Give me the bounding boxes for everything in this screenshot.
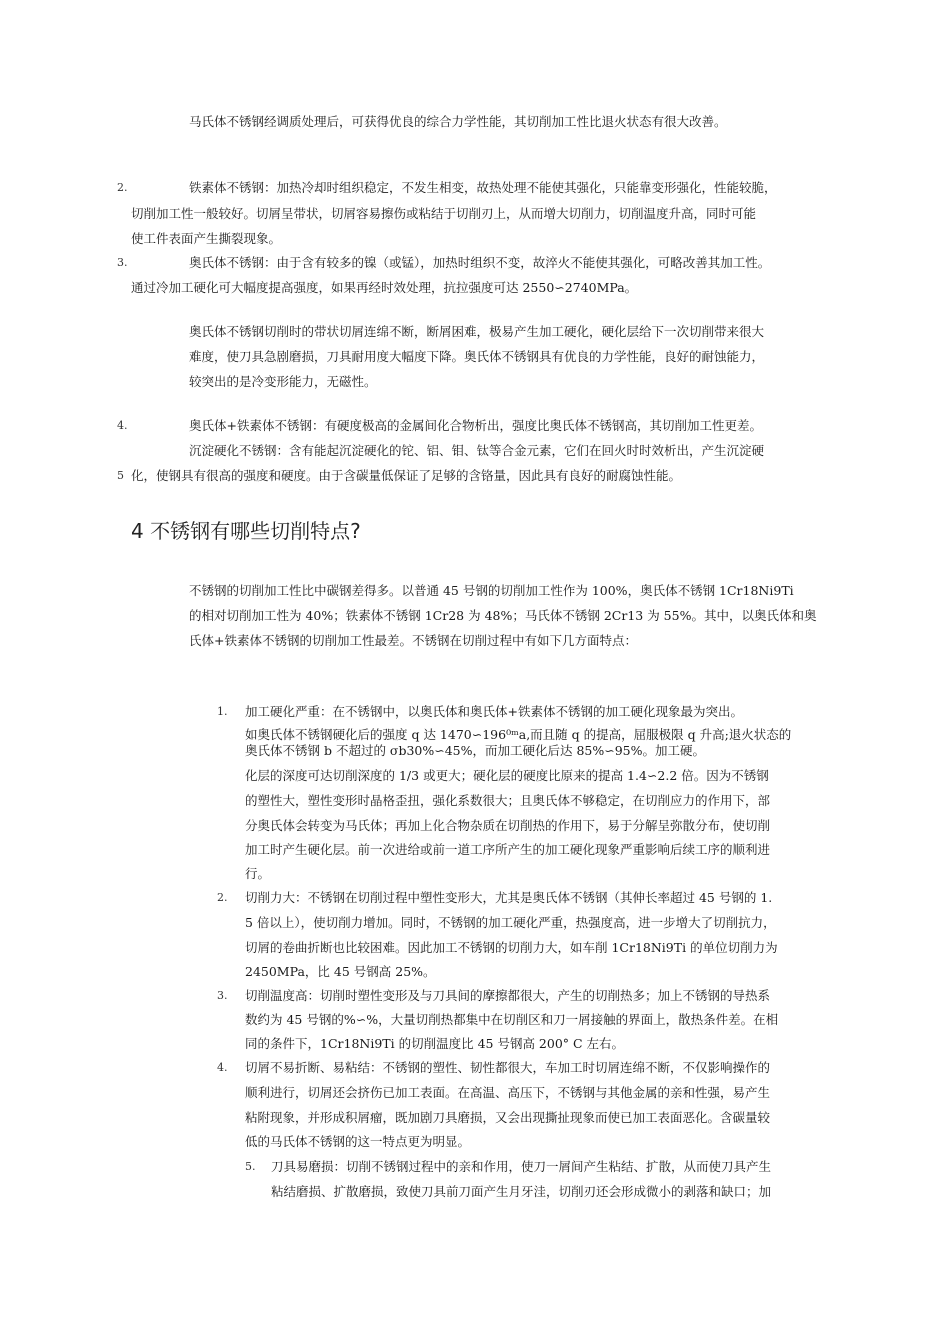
feature-2-line-2: 5 倍以上），使切削力增加。同时，不锈钢的加工硬化严重，热强度高，进一步增大了切削抗力， xyxy=(245,915,776,930)
item-2-line-3: 使工件表面产生撕裂现象。 xyxy=(131,231,282,246)
feature-1-line: 加工硬化严重：在不锈钢中，以奥氏体和奥氏体+铁素体不锈钢的加工硬化现象最为突出。 xyxy=(245,704,743,719)
item-4-line: 奥氏体+铁素体不锈钢：有硬度极高的金属间化合物析出，强度比奥氏体不锈钢高，其切削加工性更差。 xyxy=(189,418,762,433)
feature-1-cont-line-5: 行。 xyxy=(245,866,271,881)
feature-4-line-3: 粘附现象，并形成积屑瘤，既加剧刀具磨损，又会出现撕扯现象而使已加工表面恶化。含碳量较 xyxy=(245,1110,771,1125)
feature-2-line-1: 切削力大：不锈钢在切削过程中塑性变形大，尤其是奥氏体不锈钢（其伸长率超过 45 号钢的 1. xyxy=(245,890,773,905)
feature-1-sub-line-2: 奥氏体不锈钢 b 不超过的 σb30%∽45%，而加工硬化后达 85%∽95%。加工硬。 xyxy=(245,743,706,758)
feature-2-number: 2. xyxy=(217,891,228,904)
feature-3-number: 3. xyxy=(217,989,228,1002)
feature-3-line-3: 同的条件下，1Cr18Ni9Ti 的切削温度比 45 号钢高 200° C 左右。 xyxy=(245,1036,625,1051)
section-4-heading: 4 不锈钢有哪些切削特点? xyxy=(131,519,361,543)
item-5-line-1: 沉淀硬化不锈钢：含有能起沉淀硬化的铊、铝、钼、钛等合金元素，它们在回火时时效析出，产生沉淀硬 xyxy=(189,443,765,458)
feature-5-line-1: 刀具易磨损：切削不锈钢过程中的亲和作用，使刀一屑间产生粘结、扩散，从而使刀具产生 xyxy=(271,1159,772,1174)
feature-4-number: 4. xyxy=(217,1061,228,1074)
item-5-number: 5 xyxy=(117,469,124,482)
item-2-line-1: 铁素体不锈钢：加热冷却时组织稳定，不发生相变，故热处理不能使其强化，只能靠变形强化，性能较脆， xyxy=(189,180,777,195)
feature-1-sub-line-1: 如奥氏体不锈钢硬化后的强度 q 达 1470∽196⁰ᵐa,而且随 q 的提高，屈服极限 q 升高;退火状态的 xyxy=(245,727,792,742)
section-4-intro-line-2: 的相对切削加工性为 40%；铁素体不锈钢 1Cr28 为 48%；马氏体不锈钢 2Cr13 为 55%。其中，以奥氏体和奥 xyxy=(189,608,817,623)
feature-3-line-1: 切削温度高：切削时塑性变形及与刀具间的摩擦都很大，产生的切削热多；加上不锈钢的导热系 xyxy=(245,988,771,1003)
item-2-number: 2. xyxy=(117,181,128,194)
item-3-line-2: 通过冷加工硬化可大幅度提高强度，如果再经时效处理，抗拉强度可达 2550∽2740MPa。 xyxy=(131,280,638,295)
feature-5-line-2: 粘结磨损、扩散磨损，致使刀具前刀面产生月牙洼，切削刃还会形成微小的剥落和缺口；加 xyxy=(271,1184,772,1199)
item-3-line-1: 奥氏体不锈钢：由于含有较多的镍（或锰），加热时组织不变，故淬火不能使其强化，可略改善其加工性。 xyxy=(189,255,771,270)
item-3-number: 3. xyxy=(117,256,128,269)
feature-3-line-2: 数约为 45 号钢的%∽%，大量切削热都集中在切削区和刀一屑接触的界面上，散热条件差。在相 xyxy=(245,1012,779,1027)
feature-5-number: 5. xyxy=(245,1160,256,1173)
feature-1-cont-line-3: 分奥氏体会转变为马氏体；再加上化合物杂质在切削热的作用下，易于分解呈弥散分布，使切削 xyxy=(245,818,771,833)
item-5-line-2: 化，使钢具有很高的强度和硬度。由于含碳量低保证了足够的含铬量，因此具有良好的耐腐蚀性能。 xyxy=(131,468,682,483)
section-4-intro-line-3: 氏体+铁素体不锈钢的切削加工性最差。不锈钢在切削过程中有如下几方面特点： xyxy=(189,633,637,648)
austenitic-para-line-1: 奥氏体不锈钢切削时的带状切屑连绵不断，断屑困难，极易产生加工硬化，硬化层给下一次切削带来很大 xyxy=(189,324,765,339)
feature-1-number: 1. xyxy=(217,705,228,718)
feature-2-line-3: 切屑的卷曲折断也比较困难。因此加工不锈钢的切削力大，如车削 1Cr18Ni9Ti 的单位切削力为 xyxy=(245,940,778,955)
feature-1-cont-line-1: 化层的深度可达切削深度的 1/3 或更大；硬化层的硬度比原来的提高 1.4∽2.2 倍。因为不锈钢 xyxy=(245,768,769,783)
feature-4-line-4: 低的马氏体不锈钢的这一特点更为明显。 xyxy=(245,1134,471,1149)
item-4-number: 4. xyxy=(117,419,128,432)
austenitic-para-line-2: 难度，使刀具急剧磨损，刀具耐用度大幅度下降。奥氏体不锈钢具有优良的力学性能，良好的耐蚀能力， xyxy=(189,349,765,364)
feature-1-cont-line-2: 的塑性大，塑性变形时晶格歪扭，强化系数很大；且奥氏体不够稳定，在切削应力的作用下，部 xyxy=(245,793,771,808)
intro-line: 马氏体不锈钢经调质处理后，可获得优良的综合力学性能，其切削加工性比退火状态有很大改善。 xyxy=(189,114,727,129)
feature-4-line-2: 顺利进行，切屑还会挤伤已加工表面。在高温、高压下，不锈钢与其他金属的亲和性强，易产生 xyxy=(245,1085,771,1100)
feature-4-line-1: 切屑不易折断、易粘结：不锈钢的塑性、韧性都很大，车加工时切屑连绵不断，不仅影响操作的 xyxy=(245,1060,771,1075)
item-2-line-2: 切削加工性一般较好。切屑呈带状，切屑容易擦伤或粘结于切削刃上，从而增大切削力，切削温度升高，同时可能 xyxy=(131,206,757,221)
section-4-intro-line-1: 不锈钢的切削加工性比中碳钢差得多。以普通 45 号钢的切削加工性作为 100%，奥氏体不锈钢 1Cr18Ni9Ti xyxy=(189,583,794,598)
feature-1-cont-line-4: 加工时产生硬化层。前一次进给或前一道工序所产生的加工硬化现象严重影响后续工序的顺利进 xyxy=(245,842,771,857)
feature-2-line-4: 2450MPa，比 45 号钢高 25%。 xyxy=(245,964,436,979)
austenitic-para-line-3: 较突出的是冷变形能力，无磁性。 xyxy=(189,374,377,389)
